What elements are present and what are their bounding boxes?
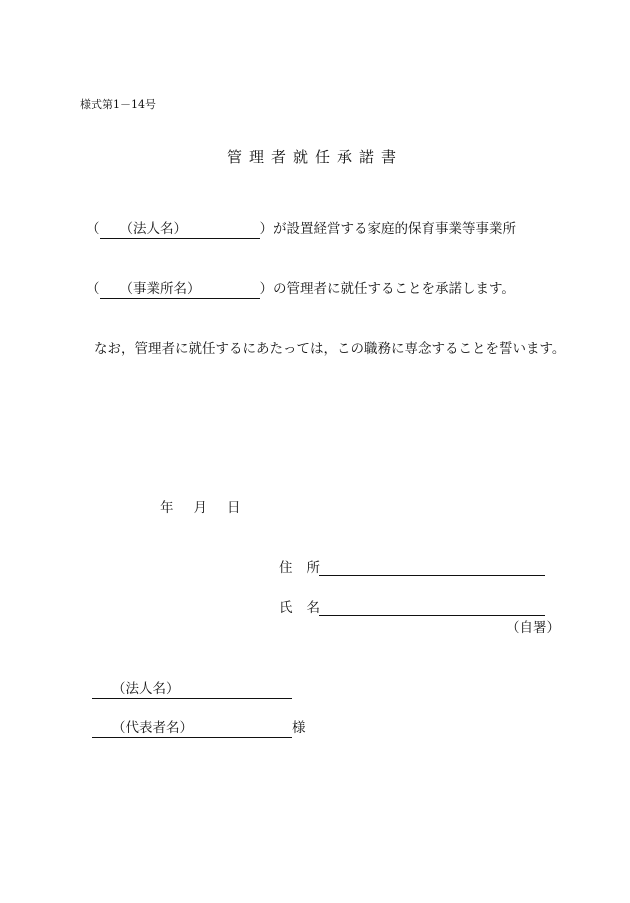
name-row: [279, 596, 545, 616]
close-paren: ）: [259, 221, 273, 237]
paragraph-corporation: [86, 217, 516, 239]
corporation-name-field[interactable]: （法人名）: [100, 217, 260, 239]
document-title: 管理者就任承諾書: [226, 148, 403, 166]
address-label: 住所: [279, 560, 334, 576]
addressee-corporation-field[interactable]: （法人名）: [92, 677, 292, 699]
date-year: 年: [160, 500, 174, 516]
open-paren: （: [86, 281, 100, 297]
close-paren: ）: [259, 281, 273, 297]
form-number: 様式第1－14号: [80, 98, 156, 111]
paragraph-text: の管理者に就任することを承諾します。: [273, 281, 515, 297]
addressee-corporation-row: [92, 677, 292, 699]
address-field[interactable]: [319, 561, 545, 576]
date-day: 日: [227, 500, 241, 516]
open-paren: （: [86, 221, 100, 237]
self-sign-note: （自署）: [506, 620, 560, 636]
paragraph-text: が設置経営する家庭的保育事業等事業所: [273, 221, 516, 237]
name-label: 氏名: [279, 600, 334, 616]
address-row: [279, 556, 545, 576]
facility-name-field[interactable]: （事業所名）: [100, 277, 260, 299]
paragraph-facility: [86, 277, 515, 299]
honorific: 様: [292, 720, 306, 736]
addressee-representative-field[interactable]: （代表者名）: [92, 716, 292, 738]
name-field[interactable]: [319, 601, 545, 616]
date-line: [160, 496, 261, 516]
addressee-representative-row: [92, 716, 306, 738]
date-month: 月: [193, 500, 207, 516]
oath-paragraph: なお，管理者に就任するにあたっては，この職務に専念することを誓います。: [94, 341, 566, 357]
